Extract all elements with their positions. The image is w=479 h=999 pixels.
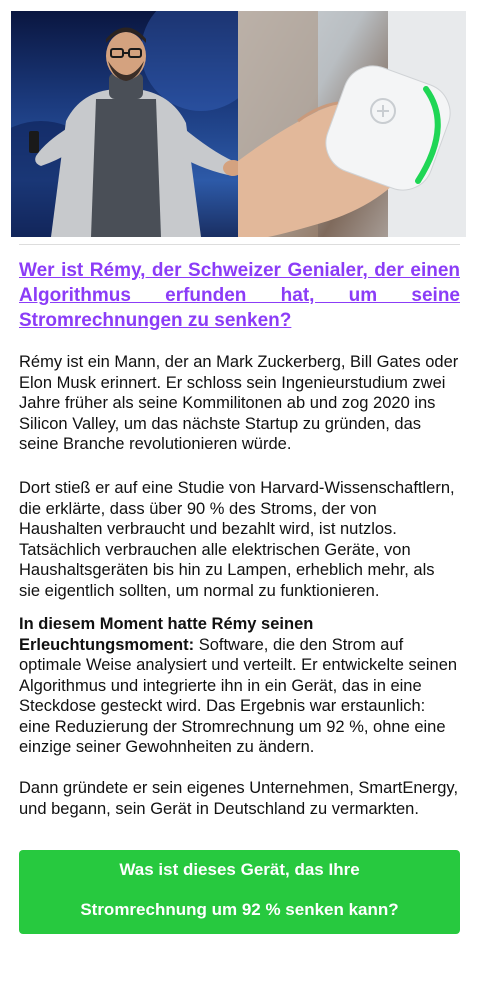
article-paragraph: Rémy ist ein Mann, der an Mark Zuckerberg, Bill Gates oder Elon Musk erinnert. Er schloss sein Ingenieurstudium zwei Jahre früher als seine Kommilitonen ab und zog 2020 ins Silicon Valley, um das nächste Startup zu gründen, das seine Branche revolutionieren würde. bbox=[19, 353, 459, 453]
article-paragraph: Dann gründete er sein eigenes Unternehmen, SmartEnergy, und begann, sein Gerät in Deutschland zu vermarkten. bbox=[19, 779, 459, 818]
cta-button[interactable] bbox=[19, 850, 460, 934]
hero-image-device bbox=[238, 11, 466, 237]
article-paragraph: Dort stieß er auf eine Studie von Harvard-Wissenschaftlern, die erklärte, dass über 90 % des Stroms, der von Haushalten verbraucht und bezahlt wird, ist nutzlos. Tatsächlich verbrauchen alle elektrischen Geräte, von Haushaltsgeräten bis hin zu Lampen, erheblich mehr, als sie eigentlich sollten, um normal zu funktionieren. bbox=[19, 479, 455, 600]
paragraph-emphasis: In diesem Moment hatte Rémy seinen Erleuchtungsmoment: bbox=[19, 615, 314, 654]
hero-image-speaker bbox=[11, 11, 238, 237]
article-headline-link[interactable]: Wer ist Rémy, der Schweizer Genialer, der einen Algorithmus erfunden hat, um seine Stromrechnungen zu senken? bbox=[19, 260, 460, 331]
speaker-illustration bbox=[11, 11, 238, 237]
cta-button-line2: Stromrechnung um 92 % senken kann? bbox=[80, 900, 399, 919]
device-illustration bbox=[238, 11, 466, 237]
divider bbox=[19, 244, 460, 245]
cta-button-line1: Was ist dieses Gerät, das Ihre bbox=[119, 860, 360, 879]
hero-images bbox=[11, 11, 466, 237]
article-paragraph bbox=[19, 614, 460, 758]
paragraph-text: Software, die den Strom auf optimale Weise analysiert und verteilt. Er entwickelte seinen Algorithmus und integrierte ihn in ein Gerät, das in eine Steckdose gesteckt wird. Das Ergebnis war erstaunlich: eine Reduzierung der Stromrechnung um 92 %, ohne eine einzige seiner Gewohnheiten zu ändern. bbox=[19, 635, 458, 756]
